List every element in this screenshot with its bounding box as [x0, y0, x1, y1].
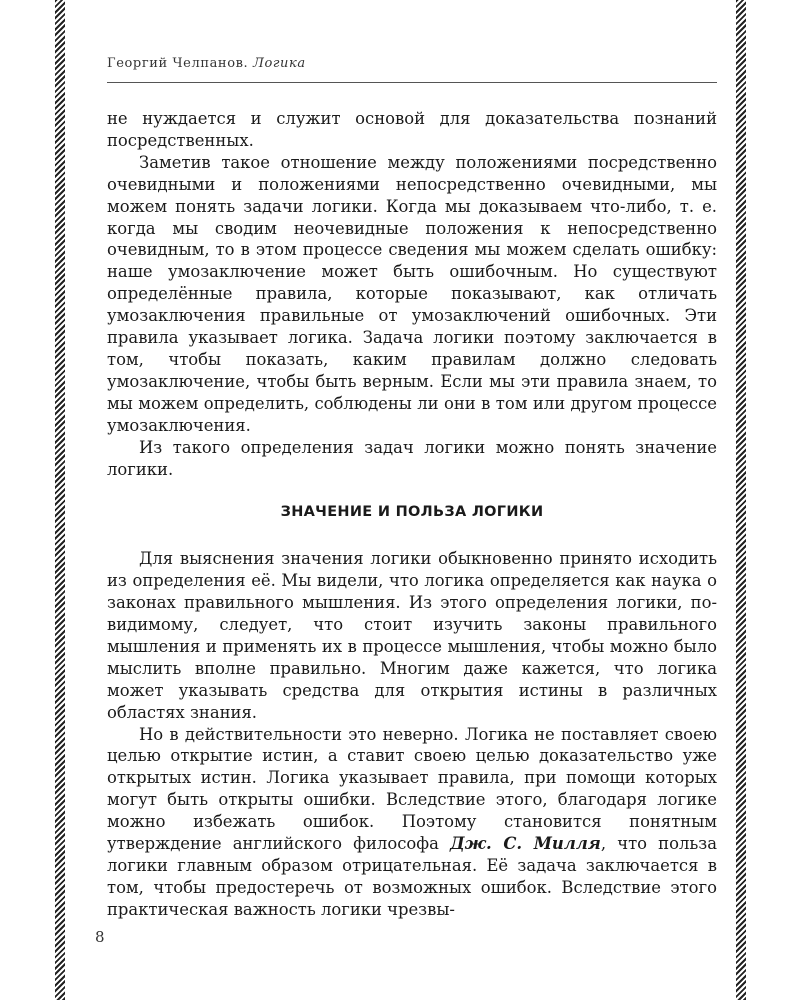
paragraph-3: Из такого определения задач логики можно понять значение логики. [107, 437, 717, 479]
header-rule [107, 82, 717, 83]
running-header [107, 56, 717, 71]
paragraph-4: Для выяснения значения логики обыкновенно принято исходить из определения её. Мы видели, что логика определяется как наука о законах правильного мышления. Из этого определения логики, по-видимому, следует, что стоит изучить законы правильного мышления и применять их в процессе мышления, чтобы можно было мыслить вполне правильно. Многим даже кажется, что логика может указывать средства для открытия истины в различных областях знания. [107, 549, 717, 722]
paragraph-5 [107, 724, 717, 921]
paragraph-5-end: , что польза логики главным образом отрицательная. Её задача заключается в том, чтобы предостеречь от возможных ошибок. Вследствие этого практическая важность логики чрезвы- [107, 834, 717, 919]
decorative-border-left [55, 0, 65, 1000]
page-number: 8 [95, 928, 105, 946]
page-body [107, 108, 717, 921]
philosopher-name: Дж. С. Милля [450, 834, 601, 854]
paragraph-1: не нуждается и служит основой для доказательства познаний посредственных. [107, 109, 717, 150]
decorative-border-right [736, 0, 746, 1000]
header-author: Георгий Челпанов. [107, 56, 249, 71]
paragraph-2: Заметив такое отношение между положениями посредственно очевидными и положениями непосредственно очевидными, мы можем понять задачи логики. Когда мы доказываем что-либо, т. е. когда мы сводим неочевидные положения к непосредственно очевидным, то в этом процессе сведения мы можем сделать ошибку: наше умозаключение может быть ошибочным. Но существуют определённые правила, которые показывают, как отличать умозаключения правильные от умозаключений ошибочных. Эти правила указывает логика. Задача логики поэтому заключается в том, чтобы показать, каким правилам должно следовать умозаключение, чтобы быть верным. Если мы эти правила знаем, то мы можем определить, соблюдены ли они в том или другом процессе умозаключения. [107, 152, 717, 435]
header-book-title: Логика [253, 56, 306, 71]
section-heading: ЗНАЧЕНИЕ И ПОЛЬЗА ЛОГИКИ [280, 504, 544, 521]
paragraph-5-start: Но в действительности это неверно. Логика не поставляет своею целью открытие истин, а ставит своею целью доказательство уже открытых истин. Логика указывает правила, при помощи которых могут быть открыты ошибки. Вследствие этого, благодаря логике можно избежать ошибок. Поэтому становится понятным утверждение английского философа [107, 724, 717, 854]
